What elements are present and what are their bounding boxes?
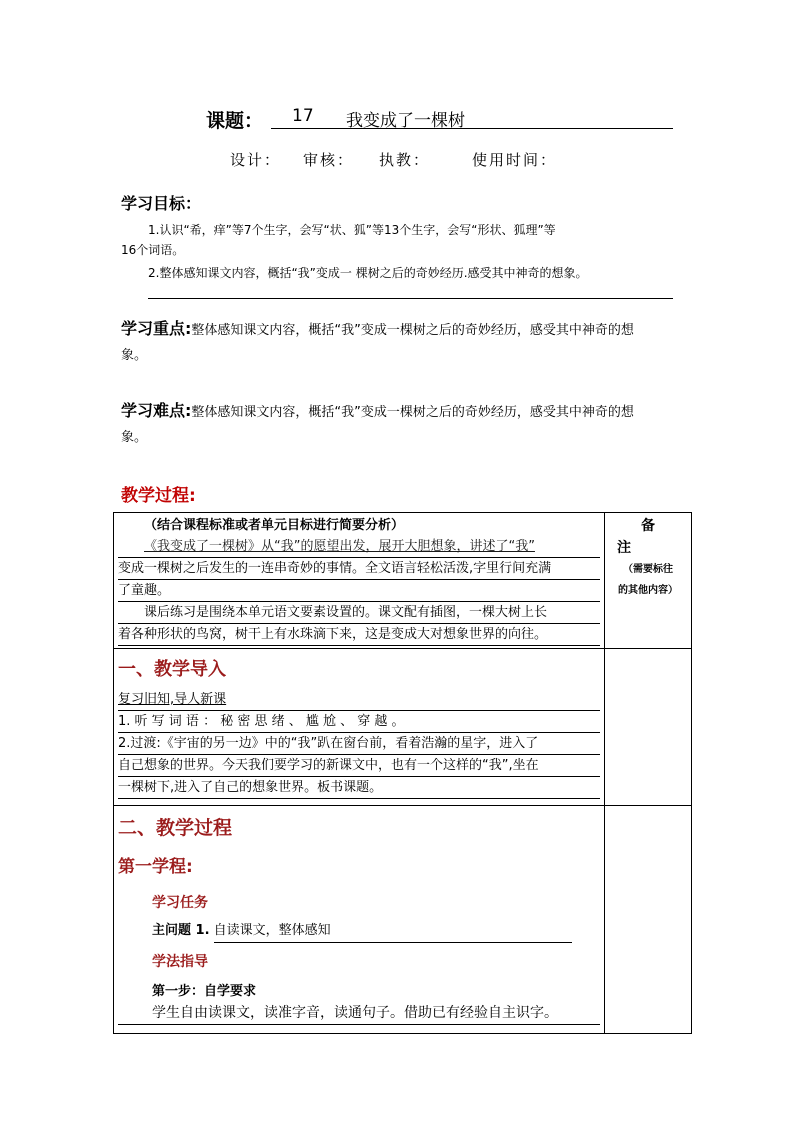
analysis-p2-l2: 着各种形状的鸟窝，树干上有水珠滴下来，这是变成大对想象世界的向往。 [118, 624, 600, 646]
lesson-table [113, 512, 692, 1034]
process-row [114, 806, 692, 1034]
difficulty-block [121, 398, 681, 450]
intro-sub: 复习旧知,导人新课 [118, 689, 600, 711]
goal-item-1-line1: 1.认识“希，痒”等7个生字，会写“状、狐”等13个生字，会写“形状、狐理”等 [148, 223, 556, 237]
notes-sub-2: 的其他内容） [618, 585, 678, 596]
intro-row [114, 649, 692, 806]
notes-cell [605, 513, 692, 649]
process-heading: 教学过程: [121, 486, 196, 506]
stage1-heading: 第一学程: [118, 857, 193, 877]
analysis-p1-l1: 《我变成了一棵树》从“我”的愿望出发，展开大胆想象，讲述了“我” [118, 536, 600, 558]
difficulty-text-line2: 象。 [121, 430, 148, 445]
step1-text: 学生自由读课文，读准字音，读通句子。借助已有经验自主识字。 [118, 1003, 600, 1025]
question-label: 主问题 1. [152, 923, 210, 938]
goal-item-1-line2: 16个词语。 [121, 243, 185, 257]
task-heading: 学习任务 [152, 895, 208, 911]
meta-design: 设计： [230, 151, 282, 169]
notes-cell-2 [605, 649, 692, 806]
analysis-row [114, 513, 692, 649]
analysis-heading: （结合课程标准或者单元目标进行简要分析） [144, 518, 405, 533]
intro-line-2: 2.过渡:《宇宙的另一边》中的“我”趴在窗台前，看着浩瀚的星字，进入了 [118, 733, 600, 755]
intro-line-4: 一棵树下,进入了自己的想象世界。板书课题。 [118, 777, 600, 799]
notes-cell-3 [605, 806, 692, 1034]
analysis-cell [114, 513, 605, 649]
meta-date: 使用时间： [472, 151, 558, 169]
method-heading: 学法指导 [152, 954, 208, 970]
question-text: 自读课文，整体感知 [214, 920, 572, 943]
focus-heading: 学习重点: [121, 319, 192, 338]
difficulty-heading: 学习难点: [121, 401, 192, 420]
difficulty-text-line1: 整体感知课文内容，概括“我”变成一棵树之后的奇妙经历，感受其中神奇的想 [191, 405, 634, 420]
focus-text-line2: 象。 [121, 348, 148, 363]
goal-item-2: 2.整体感知课文内容，概括“我”变成一 棵树之后的奇妙经历.感受其中神奇的想象。 [148, 266, 588, 280]
analysis-p2-l1: 课后练习是围绕本单元语文要素设置的。课文配有插图，一棵大树上长 [118, 602, 600, 624]
goals-divider [148, 298, 673, 299]
intro-line-1: 1. 听 写 词 语 ： 秘 密 思 绪 、 尴 尬 、 穿 越 。 [118, 711, 600, 733]
intro-line-3: 自己想象的世界。今天我们要学习的新课文中，也有一个这样的“我”,坐在 [118, 755, 600, 777]
goals-heading: 学习目标： [121, 194, 202, 213]
intro-cell [114, 649, 605, 806]
process-cell [114, 806, 605, 1034]
focus-text-line1: 整体感知课文内容，概括“我”变成一棵树之后的奇妙经历，感受其中神奇的想 [191, 323, 634, 338]
title-label: 课题： [206, 110, 264, 132]
focus-block [121, 316, 681, 368]
process-section-heading: 二、教学过程 [118, 817, 233, 839]
lesson-title: 我变成了一棵树 [346, 111, 465, 131]
notes-title-2: 注 [617, 540, 631, 556]
meta-review: 审核： [303, 151, 355, 169]
notes-sub-1: （需要标往 [623, 564, 673, 575]
lesson-number: 17 [292, 106, 314, 126]
meta-teacher: 执教： [379, 151, 431, 169]
step1-heading: 第一步：自学要求 [152, 984, 257, 999]
analysis-p1-l3: 了童趣。 [118, 580, 600, 602]
intro-heading: 一、教学导入 [118, 659, 226, 680]
title-underline [271, 128, 673, 129]
question-row [118, 920, 600, 943]
analysis-p1-l2: 变成一棵树之后发生的一连串奇妙的事情。全文语言轻松活泼,字里行间充满 [118, 558, 600, 580]
notes-title-1: 备 [641, 518, 655, 534]
